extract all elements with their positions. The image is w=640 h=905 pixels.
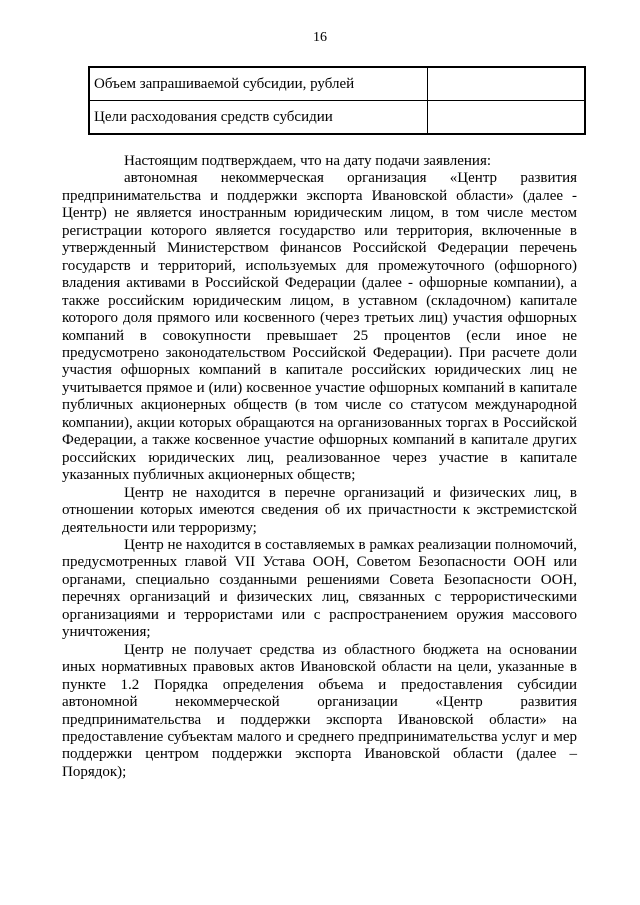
subsidy-form-table <box>88 66 586 135</box>
paragraph-not-un-sanctions-list: Центр не находится в составляемых в рамках реализации полномочий, предусмотренных главой VII Устава ООН, Советом Безопасности ООН или органами, специально созданными решениями Совета Безопасности ООН, перечнях организаций и физических лиц, связанных с террористическими организациями и террористами или с распространением оружия массового уничтожения; <box>62 536 578 641</box>
paragraph-not-extremist-list: Центр не находится в перечне организаций и физических лиц, в отношении которых имеются сведения об их причастности к экстремистской деятельности или терроризму; <box>62 484 577 536</box>
document-body <box>62 153 577 781</box>
spending-goals-label-cell: Цели расходования средств субсидии <box>89 101 428 135</box>
paragraph-not-foreign-entity: автономная некоммерческая организация «Центр развития предпринимательства и поддержки экспорта Ивановской области» (далее - Центр) не является иностранным юридическим лицом, в том числе местом регистрации которого является государство или территория, включенные в утвержденный Министерством финансов Российской Федерации перечень государств и территорий, используемых для промежуточного (офшорного) владения активами в Российской Федерации (далее - офшорные компании), а также российским юридическим лицом, в уставном (складочном) капитале которого доля прямого или косвенного (через третьих лиц) участия офшорных компаний в совокупности превышает 25 процентов (если иное не предусмотрено законодательством Российской Федерации). При расчете доли участия офшорных компаний в капитале российских юридических лиц не учитывается прямое и (или) косвенное участие офшорных компаний в капитале публичных акционерных обществ (в том числе со статусом международной компании), акции которых обращаются на организованных торгах в Российской Федерации, а также косвенное участие офшорных компаний в капитале других российских юридических лиц, реализованное через участие в капитале указанных публичных акционерных обществ; <box>62 170 577 484</box>
spending-goals-value-cell <box>428 101 586 135</box>
subsidy-amount-value-cell <box>428 67 586 101</box>
paragraph-no-other-budget-funds: Центр не получает средства из областного бюджета на основании иных нормативных правовых актов Ивановской области на цели, указанные в пункте 1.2 Порядка определения объема и предоставления субсидии автономной некоммерческой организации «Центр развития предпринимательства и поддержки экспорта Ивановской области» на предоставление субъектам малого и среднего предпринимательства услуг и мер поддержки центром поддержки экспорта Ивановской области (далее – Порядок); <box>62 641 577 780</box>
paragraph-confirmation-intro: Настоящим подтверждаем, что на дату подачи заявления: <box>124 153 492 169</box>
page-number: 16 <box>313 30 327 45</box>
table-row <box>89 101 585 135</box>
table-row <box>89 67 585 101</box>
subsidy-amount-label-cell: Объем запрашиваемой субсидии, рублей <box>89 67 428 101</box>
